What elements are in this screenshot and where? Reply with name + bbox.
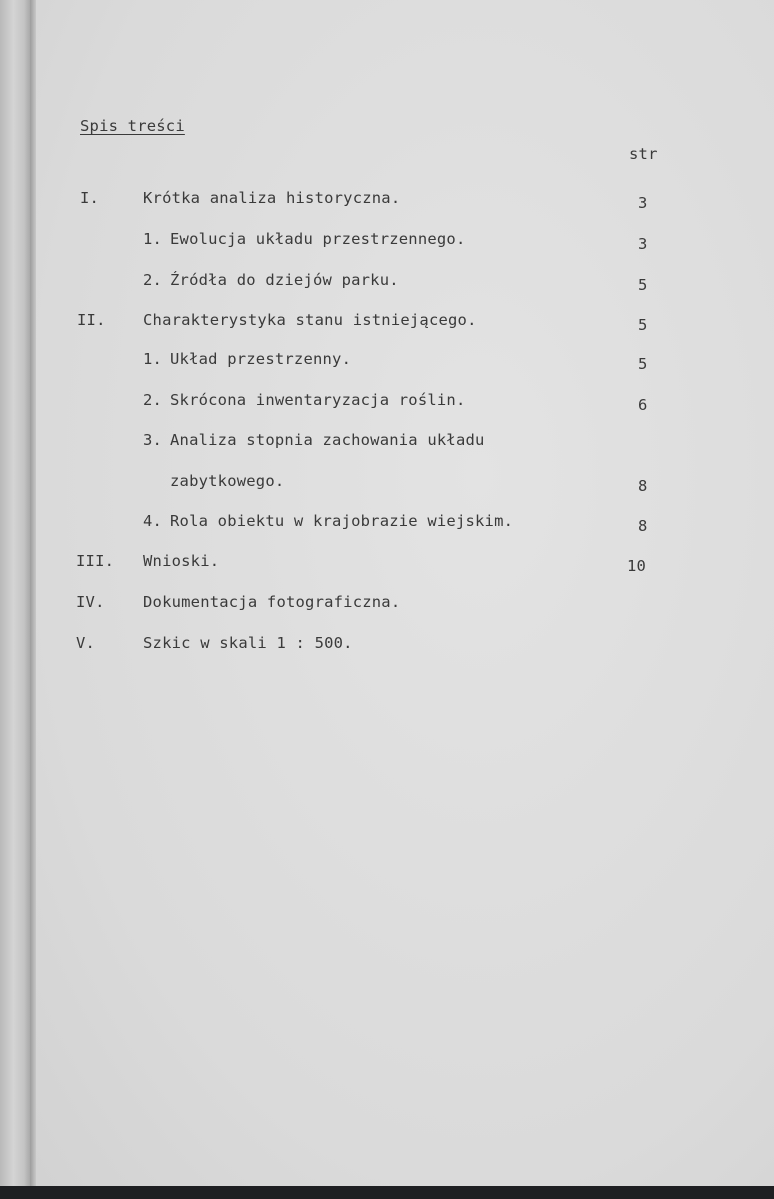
- toc-entry-page: 5: [638, 355, 648, 373]
- toc-entry-text: Źródła do dziejów parku.: [170, 271, 399, 289]
- toc-entry-number: 4.: [143, 512, 163, 530]
- toc-entry-text: Układ przestrzenny.: [170, 350, 352, 368]
- scan-bottom-edge: [0, 1186, 774, 1199]
- toc-entry-number: IV.: [76, 593, 105, 611]
- toc-entry-number: 2.: [143, 271, 163, 289]
- toc-entry-number: 3.: [143, 431, 163, 449]
- toc-entry-page: 5: [638, 276, 648, 294]
- toc-entry-page: 6: [638, 396, 648, 414]
- toc-entry-text: Szkic w skali 1 : 500.: [143, 634, 353, 652]
- toc-entry-number: III.: [76, 552, 115, 570]
- toc-entry-number: II.: [77, 311, 106, 329]
- toc-entry-text: Charakterystyka stanu istniejącego.: [143, 311, 477, 329]
- page-title: Spis treści: [80, 117, 185, 135]
- toc-entry-number: 2.: [143, 391, 163, 409]
- toc-entry-page: 10: [627, 557, 647, 575]
- toc-entry-page: 8: [638, 517, 648, 535]
- toc-entry-page: 3: [638, 194, 648, 212]
- toc-entry-text: Wnioski.: [143, 552, 220, 570]
- toc-entry-number: 1.: [143, 350, 163, 368]
- toc-entry-text: Dokumentacja fotograficzna.: [143, 593, 401, 611]
- toc-entry-text: Rola obiektu w krajobrazie wiejskim.: [170, 512, 514, 530]
- toc-entry-text: Ewolucja układu przestrzennego.: [170, 230, 466, 248]
- toc-entry-text: zabytkowego.: [170, 472, 285, 490]
- toc-entry-number: 1.: [143, 230, 163, 248]
- page-column-label: str: [629, 145, 658, 163]
- toc-entry-number: I.: [80, 189, 100, 207]
- toc-entry-page: 8: [638, 477, 648, 495]
- toc-entry-text: Analiza stopnia zachowania układu: [170, 431, 485, 449]
- toc-entry-text: Krótka analiza historyczna.: [143, 189, 401, 207]
- toc-entry-text: Skrócona inwentaryzacja roślin.: [170, 391, 466, 409]
- toc-entry-number: V.: [76, 634, 96, 652]
- toc-entry-page: 3: [638, 235, 648, 253]
- binding-edge: [0, 0, 30, 1186]
- toc-entry-page: 5: [638, 316, 648, 334]
